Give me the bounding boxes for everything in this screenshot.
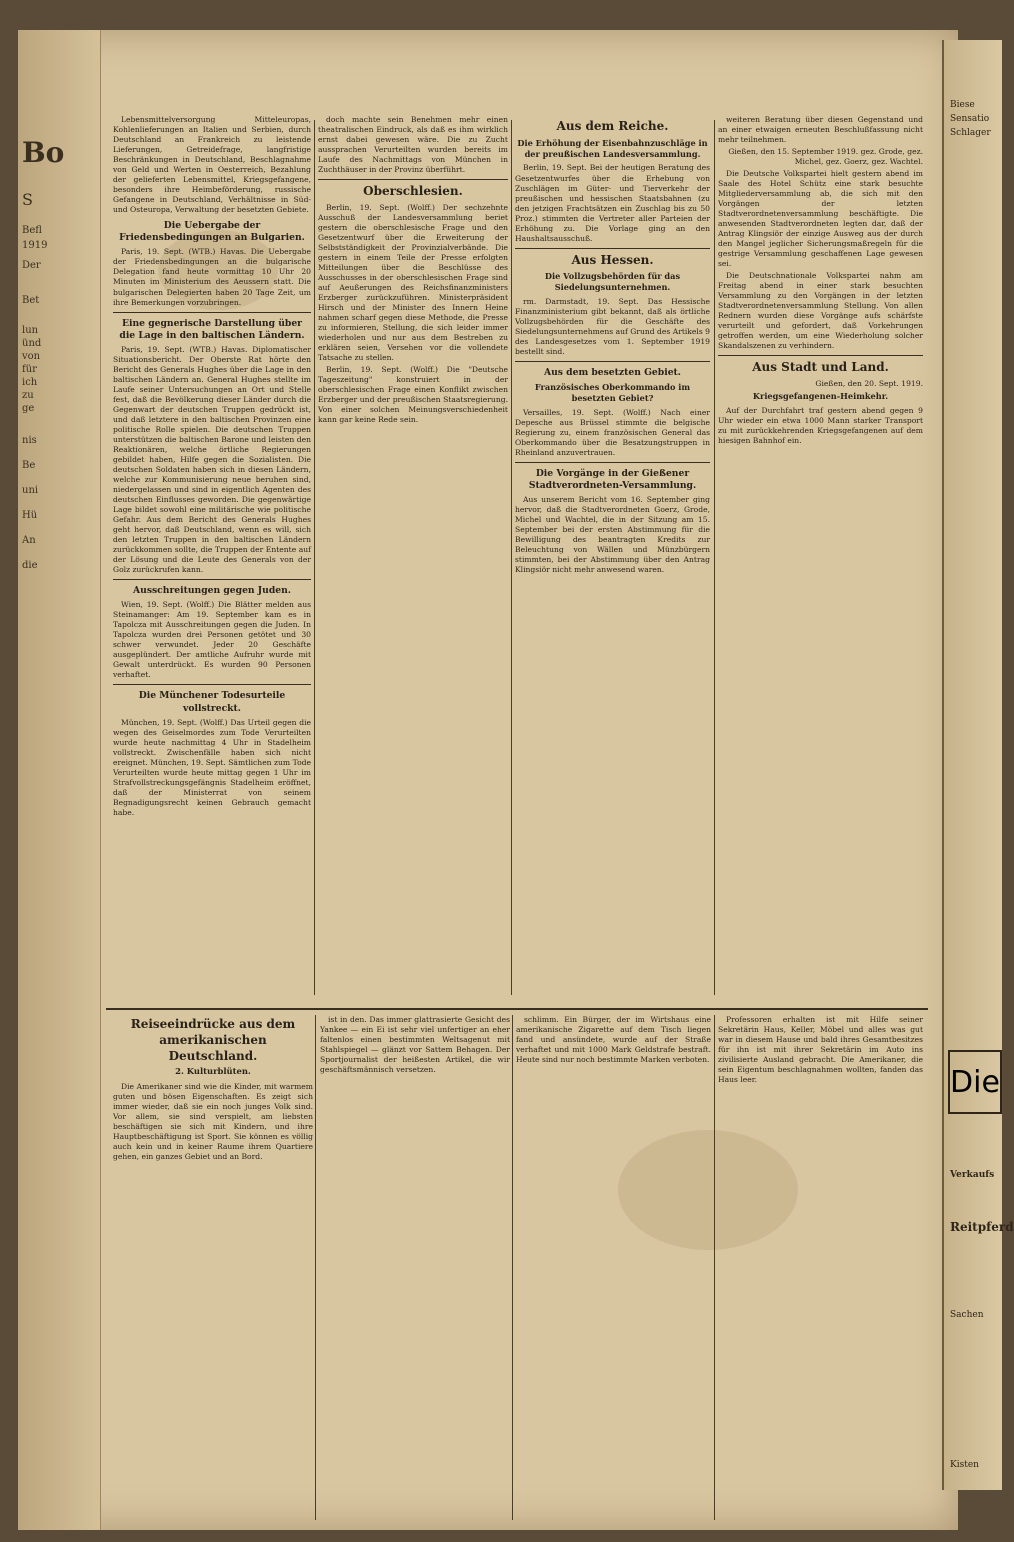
article-paragraph: Professoren erhalten ist mit Hilfe seiner Sekretärin Haus, Keller, Möbel und alles was gut war in diesem Hause und bald ihres Gesamtbesitzes für ihn ist mit ihrer Sekretärin im Auto ins zivilisierte Ausland gebracht. Die Amerikaner, die sein Eigentum beschlagnahmen wollten, fanden das Haus leer. xyxy=(718,1015,923,1085)
article-paragraph: Die Amerikaner sind wie die Kinder, mit warmem guten und bösen Eigenschaften. Es zeigt sich immer wieder, daß sie ein noch junges Volk sind. Vor allem, sie sind verspielt, am liebsten beschäftigen sie sich mit Kindern, und ihre Hauptbeschäftigung ist Sport. Sie können es völlig auch kein und in keiner Raume ihrem Quartiere gehen, ein ganzes Gebiet und an Bord. xyxy=(113,1081,313,1161)
article-paragraph: Die Deutsche Volkspartei hielt gestern abend im Saale des Hotel Schütz eine stark besuchte Mitgliederversammlung ab, die sich mit den Vorgängen der letzten Stadtverordnetenversammlung beschäftigte. Die anwesenden Stadtverordneten legten dar, daß der Antrag Klingsiör der einzige Ausweg aus der durch den Mangel jeglicher Sicherungsmaßregeln für die gestrige Versammlung geschaffenen Lage gewesen sei. xyxy=(718,169,923,269)
subheadline: Die Vollzugsbehörden für das Siedelungsunternehmen. xyxy=(544,271,681,293)
divider xyxy=(318,179,508,180)
article-paragraph: Auf der Durchfahrt traf gestern abend gegen 9 Uhr wieder ein etwa 1000 Mann starker Transport zu mit zurückkehrenden Kriegsgefangenen auf dem hiesigen Bahnhof ein. xyxy=(718,406,923,446)
ad-box: Die xyxy=(948,1050,1002,1114)
headline-travel: Reiseeindrücke aus dem amerikanischen Deutschland. xyxy=(130,1017,296,1063)
headline-baltic: Eine gegnerische Darstellung über die Lage in den baltischen Ländern. xyxy=(119,317,305,341)
subheadline: Die Erhöhung der Eisenbahnzuschläge in der preußischen Landesversammlung. xyxy=(517,137,708,159)
column-divider xyxy=(714,120,715,995)
article-paragraph: Wien, 19. Sept. (Wolff.) Die Blätter melden aus Steinamanger: Am 19. September kam es in Tapolcza mit Ausschreitungen gegen die Juden. In Tapolcza wurden drei Personen getötet und 30 schwer verwundet. Jeder 20 Geschäfte ausgeplündert. Der amtliche Aufruhr wurde mit Gewalt unterdrückt. Es wurden 90 Personen verhaftet. xyxy=(113,600,311,680)
edge-letter: Be xyxy=(22,460,36,471)
article-paragraph: doch machte sein Benehmen mehr einen theatralischen Eindruck, als daß es ihm wirklich ernst dabei gewesen wäre. Die zu Zucht aussprachen Verurteilten wurden bereits im Laufe des Nachmittags von München in Zuchthäuser in der Provinz überführt. xyxy=(318,115,508,175)
bottom-column-1 xyxy=(113,1015,313,1520)
divider xyxy=(515,462,710,463)
edge-letter: 1919 xyxy=(22,240,48,251)
article-paragraph: Aus unserem Bericht vom 16. September ging hervor, daß die Stadtverordneten Goerz, Grode, Michel und Wachtel, die in der Sitzung am 15. September bei der ersten Abstimmung für die Bewilligung des beantragten Kredits zur Beleuchtung von Wällen und Münzbürgern stimmten, bei der Abstimmung über den Antrag Klingsiör nicht mehr anwesend waren. xyxy=(515,495,710,575)
article-paragraph: Lebensmittelversorgung Mitteleuropas, Kohlenlieferungen an Italien und Serbien, durch Deutschland an Frankreich zu leistende Lieferungen, Getreidefrage, langfristige Beschränkungen in Deutschland, Beschlagnahme von Geld und Werten in Oesterreich, Bezahlung der gelieferten Lebensmittel, Kriegsgefangene, besonders ihre Heimbeförderung, russische Gefangene in Deutschland, Verhältnisse in Süd- und Osteuropa, Verwaltung der besetzten Gebiete. xyxy=(113,115,311,215)
previous-page-edge xyxy=(18,30,101,1530)
article-paragraph: Berlin, 19. Sept. (Wolff.) Die "Deutsche Tageszeitung" konstruiert in der oberschlesischen Frage einen Konflikt zwischen Erzberger und der preußischen Staatsregierung. Von einer solchen Meinungsverschiedenheit kann gar keine Rede sein. xyxy=(318,365,508,425)
headline-bulgaria: Die Uebergabe der Friedensbedingungen an Bulgarien. xyxy=(119,220,305,244)
column-divider xyxy=(315,1015,316,1520)
article-paragraph: rm. Darmstadt, 19. Sept. Das Hessische Finanzministerium gibt bekannt, daß als örtliche Vollzugsbehörden für die Geschäfte des Siedelungsunternehmens auf Grund des Artikels 9 des Landesgesetzes vom 1. September 1919 bestellt sind. xyxy=(515,297,710,357)
headline-local: Aus Stadt und Land. xyxy=(752,360,889,375)
edge-letter: S xyxy=(22,190,33,209)
ad-snippet: Kisten xyxy=(950,1460,979,1470)
headline-silesia: Oberschlesien. xyxy=(363,184,463,199)
next-page-edge xyxy=(942,40,1014,1490)
column-2 xyxy=(318,115,508,995)
column-divider xyxy=(511,120,512,995)
divider xyxy=(113,312,311,313)
headline-riots: Ausschreitungen gegen Juden. xyxy=(133,585,291,597)
article-paragraph: schlimm. Ein Bürger, der im Wirtshaus eine amerikanische Zigarette auf dem Tisch liegen fand und ansündete, wurde auf der Straße verhaftet und mit 1000 Mark Geldstrafe bestraft. Heute sind nur noch bestimmte Marken verboten. xyxy=(516,1015,711,1065)
divider xyxy=(515,248,710,249)
ad-snippet: Sensatio xyxy=(950,114,990,124)
column-1 xyxy=(113,115,311,995)
edge-letter: nis xyxy=(22,435,37,446)
edge-letter: ünd xyxy=(22,338,42,349)
headline-council: Die Vorgänge in der Gießener Stadtverordneten-Versammlung. xyxy=(528,468,697,492)
article-paragraph: Paris, 19. Sept. (WTB.) Havas. Diplomatischer Situationsbericht. Der Oberste Rat hörte den Bericht des Generals Hughes über die Lage in den baltischen Ländern an. General Hughes stellte im Laufe seiner Untersuchungen an Ort und Stelle fest, daß die Bevölkerung dieser Länder durch die Gegenwart der deutschen Truppen gedrückt ist, und daß letztere in den baltischen Provinzen eine politische Rolle spielen. Die deutschen Truppen unterstützen die baltischen Barone und leisten den Reaktionären, welche örtliche Regierungen gebildet haben, Hilfe gegen die Sozialisten. Die deutschen Soldaten haben sich in diesen Ländern, welche zur Kommunisierung neue beruhen sind, niedergelassen und sind in eigentlich Agenten des deutschen Einflusses geworden. Die gegenwärtige Lage bildet sowohl eine militärische wie politische Gefahr. Aus dem Bericht des Generals Hughes geht hervor, daß Deutschland, wenn es will, sich den letzten Truppen in den baltischen Ländern zurückkommen sollte, die Truppen der Entente auf der Lösung und die Leute des Generals von der Golz zurückrufen kann. xyxy=(113,344,311,575)
edge-letter: von xyxy=(22,351,41,362)
subheadline: 2. Kulturblüten. xyxy=(175,1066,251,1077)
ad-snippet: Reitpferd xyxy=(950,1220,1014,1234)
column-divider xyxy=(512,1015,513,1520)
headline-reich: Aus dem Reiche. xyxy=(556,119,669,133)
edge-letter: zu xyxy=(22,390,34,401)
article-paragraph: Paris, 19. Sept. (WTB.) Havas. Die Uebergabe der Friedensbedingungen an die bulgarische Delegation fand heute vormittag 10 Uhr 20 Minuten im Ministerium des Aeussern statt. Die bulgarischen Delegierten haben 20 Tage Zeit, um ihre Bemerkungen vorzubringen. xyxy=(113,247,311,307)
ad-snippet: Sachen xyxy=(950,1310,984,1320)
article-paragraph: ist in den. Das immer glattrasierte Gesicht des Yankee — ein Ei ist sehr viel unfertiger an eher faltenlos einen bestimmten Weltsagenut mit Stahlspiegel — glänzt vor Sattem Behagen. Der Sportjournalist der heißesten Artikel, die wir geschäftsmännisch versetzen. xyxy=(320,1015,510,1075)
edge-letter: ich xyxy=(22,377,38,388)
section-divider xyxy=(106,1008,928,1010)
dateline: Gießen, den 20. Sept. 1919. xyxy=(815,379,923,389)
edge-letter: Bo xyxy=(22,136,65,169)
divider xyxy=(113,684,311,685)
edge-letter: Befl xyxy=(22,225,42,236)
divider xyxy=(718,355,923,356)
ad-snippet: Schlager xyxy=(950,128,991,138)
edge-letter: ge xyxy=(22,403,35,414)
bottom-column-4 xyxy=(718,1015,923,1520)
edge-letter: Hü xyxy=(22,510,38,521)
edge-letter: für xyxy=(22,364,37,375)
divider xyxy=(515,361,710,362)
edge-letter: uni xyxy=(22,485,39,496)
bottom-column-2 xyxy=(320,1015,510,1520)
subheadline: Französisches Oberkommando im besetzten Gebiet? xyxy=(534,382,691,404)
edge-letter: Bet xyxy=(22,295,40,306)
edge-letter: die xyxy=(22,560,38,571)
headline-occupied: Aus dem besetzten Gebiet. xyxy=(544,367,681,379)
ad-snippet: Biese xyxy=(950,100,975,110)
newspaper-page xyxy=(18,30,958,1530)
divider xyxy=(113,579,311,580)
column-3 xyxy=(515,115,710,995)
edge-letter: lun xyxy=(22,325,39,336)
subheadline: Kriegsgefangenen-Heimkehr. xyxy=(752,391,889,402)
article-paragraph: weiteren Beratung über diesen Gegenstand und an einer etwaigen erneuten Beschlußfassung nicht mehr teilnehmen. xyxy=(718,115,923,145)
headline-hessen: Aus Hessen. xyxy=(571,252,654,267)
headline-munich: Die Münchener Todesurteile vollstreckt. xyxy=(138,690,286,714)
article-paragraph: Berlin, 19. Sept. (Wolff.) Der sechzehnte Ausschuß der Landesversammlung beriet gestern die oberschlesische Frage und den Gesetzentwurf über die Erweiterung der Selbstständigkeit der Provinzialverbände. Die gestern in einem Teile der Presse erfolgten Mitteilungen über die Beschlüsse des Ausschusses in der oberschlesischen Frage sind auf Aeußerungen des Reichsfinanzministers Erzberger zurückzuführen. Ministerpräsident Hirsch und der Minister des Innern Heine nahmen scharf gegen diese Methode, die Presse zu informieren, Stellung, die sich leider immer wiederholen und nur aus dem Bestreben zu erklären seien, Versehen vor die vollendete Tatsache zu stellen. xyxy=(318,202,508,363)
column-divider xyxy=(714,1015,715,1520)
article-paragraph: München, 19. Sept. (Wolff.) Das Urteil gegen die wegen des Geiselmordes zum Tode Verurteilten wurde heute nachmittag 4 Uhr in Stadelheim vollstreckt. Zwischenfälle haben sich nicht ereignet. München, 19. Sept. Sämtlichen zum Tode Verurteilten wurde heute mittag gegen 1 Uhr im Strafvollstreckungsgefängnis Stadelheim eröffnet, daß der Ministerrat von seinem Begnadigungsrecht keinen Gebrauch gemacht habe. xyxy=(113,717,311,817)
signature: Gießen, den 15. September 1919. gez. Grode, gez. Michel, gez. Goerz, gez. Wachtel. xyxy=(728,147,923,167)
article-paragraph: Die Deutschnationale Volkspartei nahm am Freitag abend in einer stark besuchten Versammlung zu den Vorgängen in der letzten Stadtverordnetenversammlung Stellung. Von allen Rednern wurden diese Vorgänge aufs schärfste verurteilt und gefordert, daß Vorkehrungen getroffen werden, um eine Wiederholung solcher Skandalszenen zu verhindern. xyxy=(718,271,923,351)
column-divider xyxy=(314,120,315,995)
article-paragraph: Versailles, 19. Sept. (Wolff.) Nach einer Depesche aus Brüssel stimmte die belgische Regierung zu, einem französischen General das Oberkommando über die Besatzungstruppen in Rheinland anzuvertrauen. xyxy=(515,407,710,458)
edge-letter: An xyxy=(22,535,36,546)
ad-snippet: Verkaufs xyxy=(950,1170,995,1180)
column-4 xyxy=(718,115,923,995)
edge-letter: Der xyxy=(22,260,41,271)
bottom-column-3 xyxy=(516,1015,711,1520)
article-paragraph: Berlin, 19. Sept. Bei der heutigen Beratung des Gesetzentwurfes über die Erhebung von Zuschlägen im Güter- und Tierverkehr der preußischen und hessischen Staatsbahnen (zu den jetzigen Frachtsätzen ein Zuschlag bis zu 50 Proz.) stimmten die Vertreter aller Parteien der Erhöhung zu. Die Vorlage ging an den Haushaltsausschuß. xyxy=(515,163,710,243)
